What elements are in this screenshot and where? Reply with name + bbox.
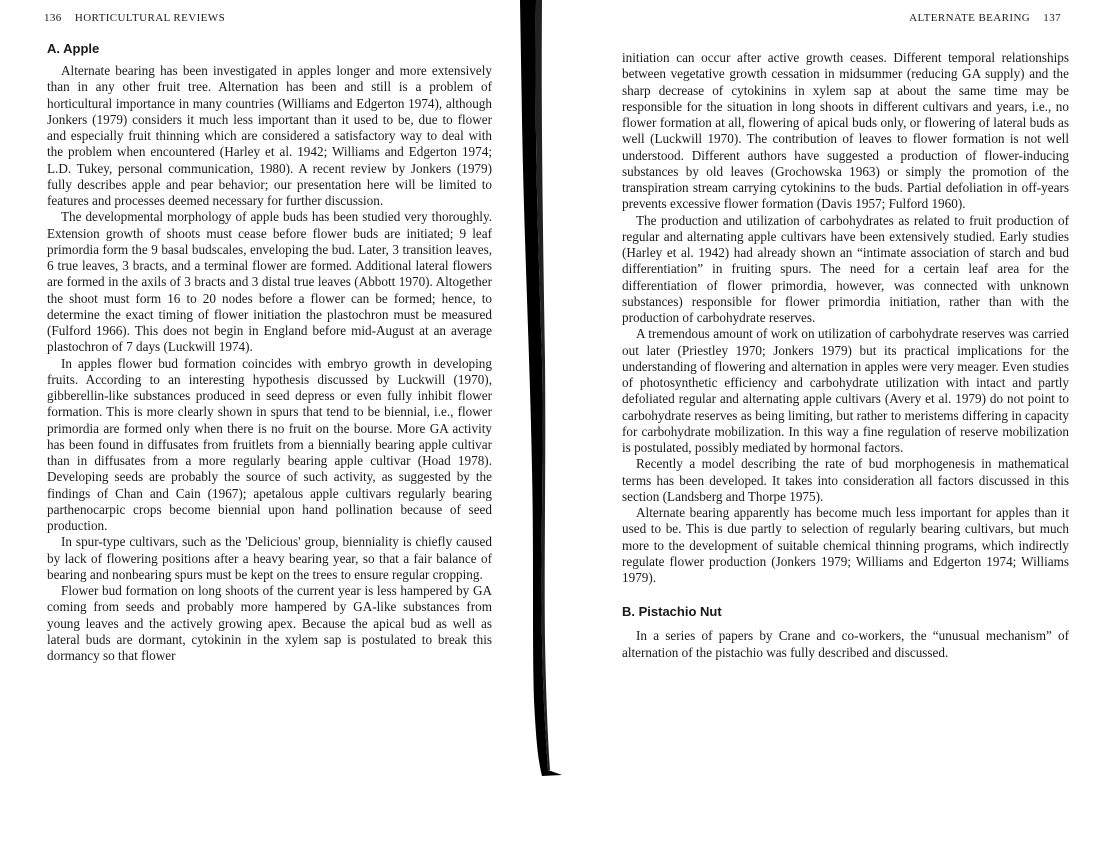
paragraph: The production and utilization of carbohydrates as related to fruit production of regular and alternating apple cultivars have been extensively studied. Early studies (Harley et al. 1942) had already shown an “intimate association of starch and bud differentiation” in fruiting spurs. The need for a certain leaf area for the differentiation of flower primordia, however, was connected with unknown substances) responsible for flower primordia initiation, rather than with the production of carbohydrate reserves.: [622, 212, 1069, 325]
right-running-title: ALTERNATE BEARING: [909, 12, 1031, 24]
right-text-column: [622, 50, 1069, 661]
paragraph: In apples flower bud formation coincides with embryo growth in developing fruits. According to an interesting hypothesis discussed by Luckwill (1970), gibberellin-like substances produced in seed depress or even fully inhibit flower formation. This is more clearly shown in spurs that tend to be biennial, i.e., flower primordia are formed only when there is no fruit on the bourse. More GA activity has been found in diffusates from fruitlets from a biennially bearing apple cultivar than in diffusates from a more regularly bearing apple cultivar (Hoad 1978). Developing seeds are probably the source of such activity, as suggested by the findings of Chan and Cain (1967); apetalous apple cultivars regularly bearing parthenocarpic crops become biennial upon hand pollination because of seed production.: [47, 355, 492, 533]
paragraph: In a series of papers by Crane and co-workers, the “unusual mechanism” of alternation of the pistachio was fully described and discussed.: [622, 628, 1069, 660]
right-running-head: [909, 12, 1071, 24]
left-page: [0, 0, 520, 849]
left-text-column: [47, 41, 492, 664]
left-page-number: 136: [44, 12, 62, 24]
right-page: [560, 0, 1099, 849]
paragraph: Flower bud formation on long shoots of the current year is less hampered by GA coming from seeds and probably more hampered by GA-like substances from young leaves and the actively growing apex. Because the apical bud as well as lateral buds are dormant, cytokinin in the xylem sap is postulated to break this dormancy so that flower: [47, 583, 492, 663]
section-heading-apple: A. Apple: [47, 41, 100, 56]
section-heading-pistachio: B. Pistachio Nut: [622, 604, 722, 620]
paragraph: Alternate bearing apparently has become much less important for apples than it used to be. This is due partly to selection of regularly bearing cultivars, but much more to the development of suitable chemical thinning programs, which indirectly regulate flower production (Jonkers 1979; Williams and Edgerton 1974; Williams 1979).: [622, 505, 1069, 585]
paragraph: In spur-type cultivars, such as the 'Delicious' group, bienniality is chiefly caused by lack of flowering positions after a heavy bearing year, so that a fair balance of bearing and nonbearing spurs must be kept on the trees to ensure regular cropping.: [47, 534, 492, 582]
paragraph: A tremendous amount of work on utilization of carbohydrate reserves was carried out later (Priestley 1970; Jonkers 1979) but its practical implications for the understanding of flowering and alternation in apples were very meager. Even studies of photosynthetic efficiency and carbohydrate utilization with intact and partly defoliated regular and alternating apple cultivars (Avery et al. 1979) do not point to carbohydrate reserves as being limiting, but rather to meristems differing in capacity for carbohydrate mobilization. In this way a fine regulation of reserve mobilization is postulated, possibly mediated by hormonal factors.: [622, 326, 1069, 455]
left-running-head: [34, 12, 225, 24]
paragraph: The developmental morphology of apple buds has been studied very thoroughly. Extension growth of shoots must cease before flower buds are initiated; 9 leaf primordia form the 9 basal budscales, enveloping the bud. Later, 3 transition leaves, 6 true leaves, 3 bracts, and a terminal flower are formed. Additional lateral flowers are formed in the axils of 3 bracts and 3 distal true leaves (Abbott 1970). Altogether the shoot must form 16 to 20 nodes before a flower can be formed; hence, to determine the exact timing of flower initiation the plastochron must be measured (Fulford 1966). This does not begin in England before mid-August at an average plastochron of 7 days (Luckwill 1974).: [47, 209, 492, 355]
left-running-title: HORTICULTURAL REVIEWS: [74, 12, 226, 24]
right-page-number: 137: [1043, 12, 1061, 24]
paragraph: initiation can occur after active growth ceases. Different temporal relationships between vegetative growth cessation in midsummer (reducing GA supply) and the sharp decrease of cytokinins in xylem sap at about the same time may be responsible for the situation in long shoots in different cultivars and years, i.e., no flower formation at all, flowering of apical buds only, or flowering of lateral buds as well (Luckwill 1970). The contribution of leaves to flower formation is not well understood. Different authors have suggested a production of flower-inducing substances by old leaves (Grochowska 1963) or simply the promotion of the transpiration stream carrying cytokinins to the buds. Partial defoliation in off-years prevents excessive flower formation (Davis 1957; Fulford 1960).: [622, 50, 1069, 212]
paragraph: Alternate bearing has been investigated in apples longer and more extensively than in any other fruit tree. Alternation has been and still is a problem of horticultural importance in many countries (Williams and Edgerton 1974), although Jonkers (1979) considers it much less important than it used to be, due to flower and especially fruit thinning which are considered a satisfactory way to deal with the problem when encountered (Harley et al. 1942; Williams and Edgerton 1974; L.D. Tukey, personal communication, 1980). A recent review by Jonkers (1979) fully describes apple and pear behavior; our presentation here will be limited to features and processes deemed necessary for further discussion.: [47, 63, 492, 208]
paragraph: Recently a model describing the rate of bud morphogenesis in mathematical terms has been developed. It takes into consideration all factors discussed in this section (Landsberg and Thorpe 1975).: [622, 456, 1069, 504]
